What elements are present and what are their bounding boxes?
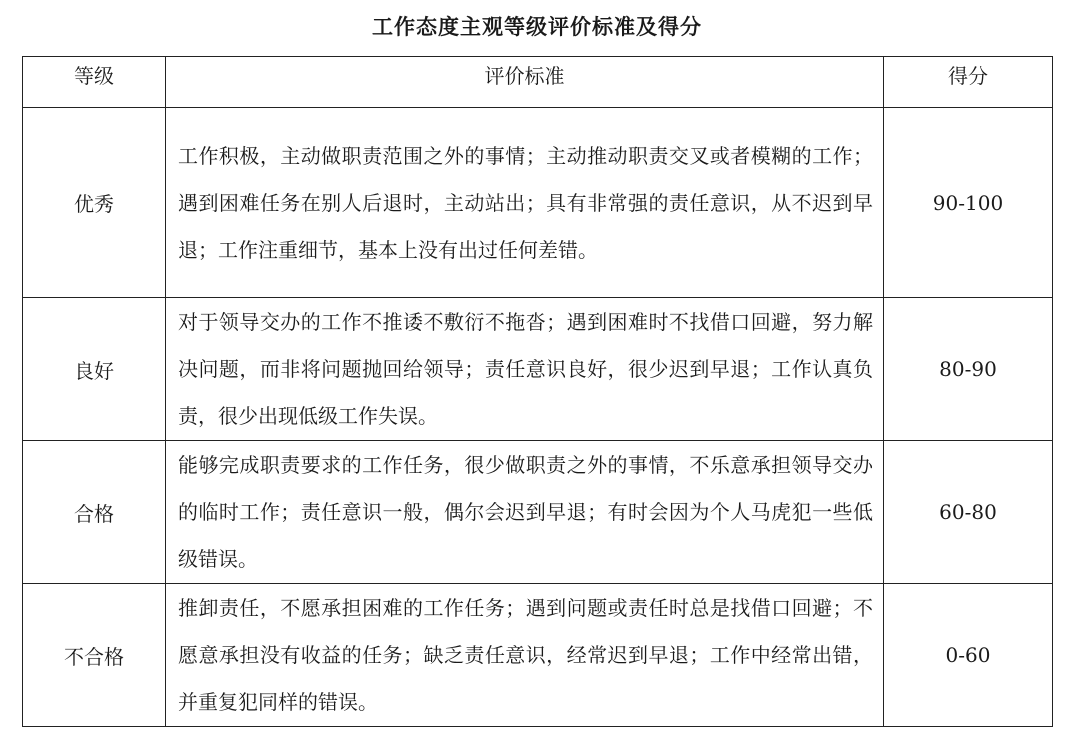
criteria-text: 推卸责任，不愿承担困难的工作任务；遇到问题或责任时总是找借口回避；不愿意承担没有收益的任务；缺乏责任意识，经常迟到早退；工作中经常出错，并重复犯同样的错误。 (178, 596, 873, 714)
level-cell: 优秀 (23, 108, 166, 298)
criteria-cell (166, 298, 884, 441)
criteria-text: 对于领导交办的工作不推诿不敷衍不拖沓；遇到困难时不找借口回避，努力解决问题，而非将问题抛回给领导；责任意识良好，很少迟到早退；工作认真负责，很少出现低级工作失误。 (178, 310, 873, 428)
score-cell: 60-80 (884, 441, 1053, 584)
header-score: 得分 (884, 57, 1053, 108)
table-header-row (23, 57, 1053, 108)
criteria-cell (166, 441, 884, 584)
header-level: 等级 (23, 57, 166, 108)
criteria-text: 能够完成职责要求的工作任务，很少做职责之外的事情，不乐意承担领导交办的临时工作；责任意识一般，偶尔会迟到早退；有时会因为个人马虎犯一些低级错误。 (178, 453, 873, 571)
criteria-text: 工作积极，主动做职责范围之外的事情；主动推动职责交叉或者模糊的工作；遇到困难任务在别人后退时，主动站出；具有非常强的责任意识，从不迟到早退；工作注重细节，基本上没有出过任何差错。 (178, 143, 873, 262)
level-cell: 不合格 (23, 584, 166, 727)
evaluation-table (22, 56, 1053, 727)
document-title: 工作态度主观等级评价标准及得分 (372, 14, 702, 39)
table-row-unqualified (23, 584, 1053, 727)
level-cell: 合格 (23, 441, 166, 584)
table-row-good (23, 298, 1053, 441)
criteria-cell (166, 584, 884, 727)
header-criteria: 评价标准 (166, 57, 884, 108)
score-cell: 90-100 (884, 108, 1053, 298)
table-row-excellent (23, 108, 1053, 298)
table-row-qualified (23, 441, 1053, 584)
score-cell: 80-90 (884, 298, 1053, 441)
score-cell: 0-60 (884, 584, 1053, 727)
criteria-cell (166, 108, 884, 298)
level-cell: 良好 (23, 298, 166, 441)
